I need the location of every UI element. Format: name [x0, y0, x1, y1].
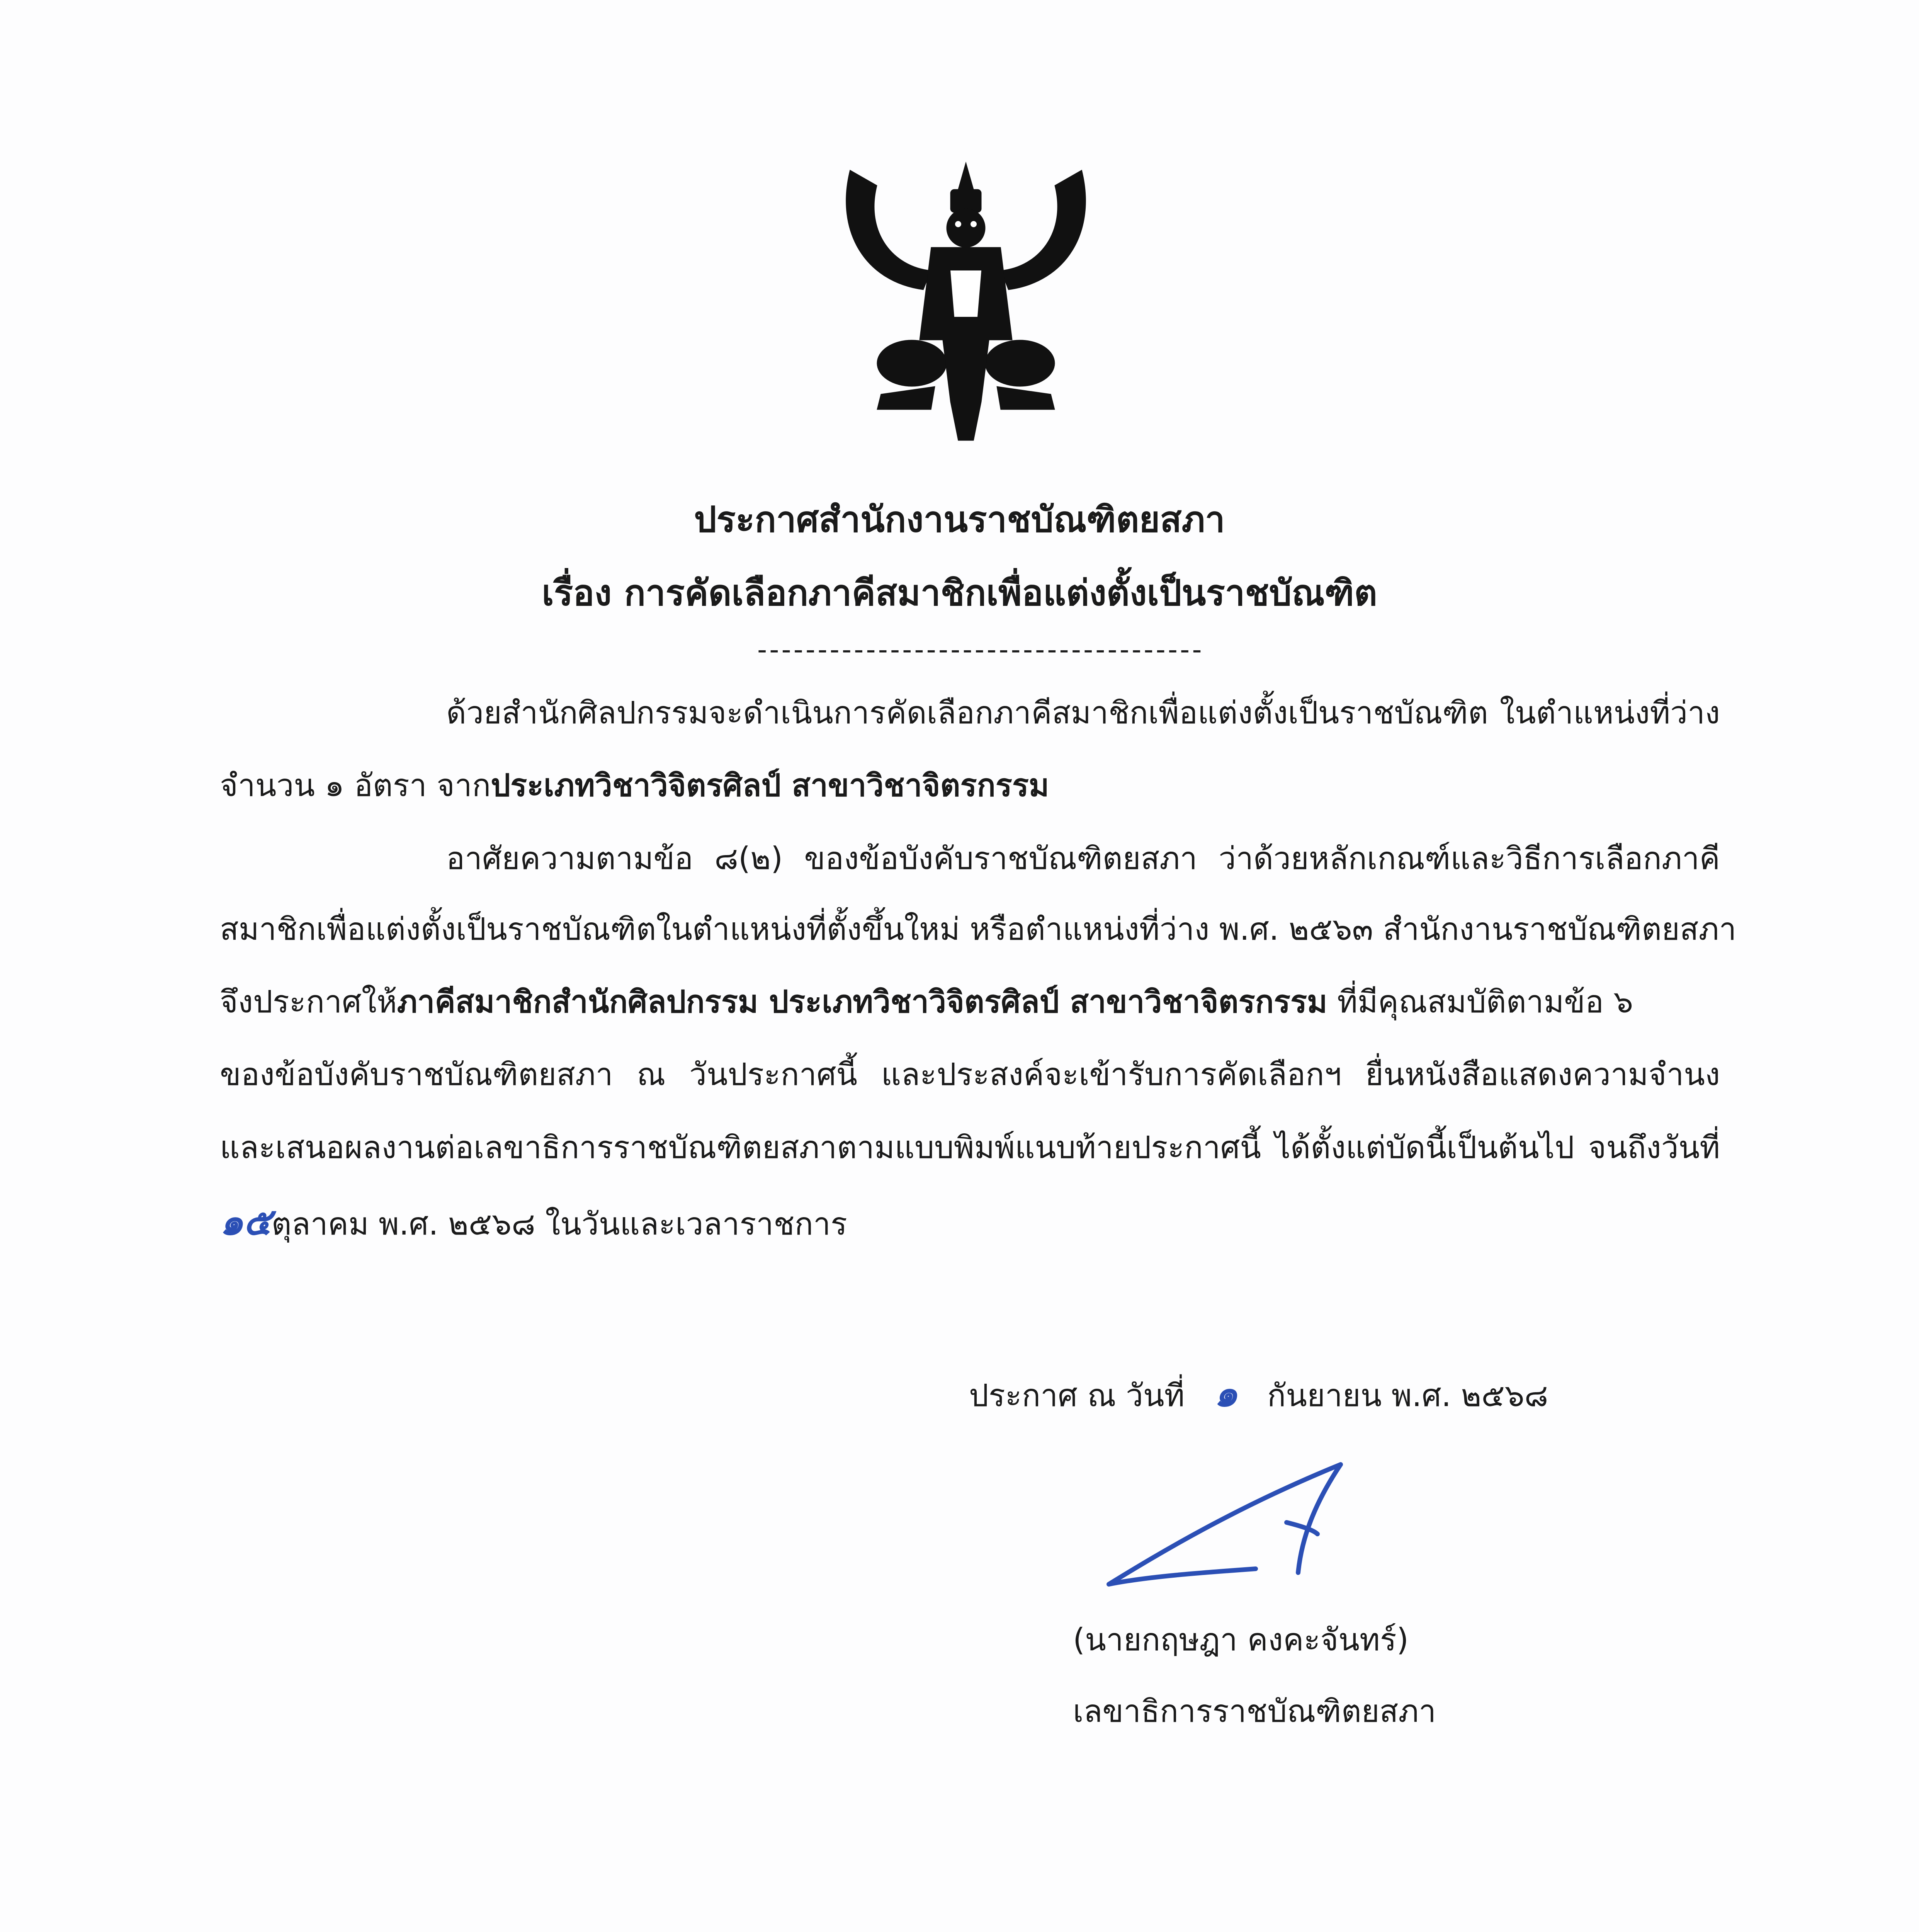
- text: ตุลาคม พ.ศ. ๒๕๖๘ ในวันและเวลาราชการ: [271, 1206, 847, 1242]
- text: จึงประกาศให้: [220, 984, 397, 1020]
- text: ที่มีคุณสมบัติตามข้อ ๖: [1327, 984, 1633, 1020]
- paragraph-2-line-1: อาศัยความตามข้อ ๘(๒) ของข้อบังคับราชบัณฑิตยสภา ว่าด้วยหลักเกณฑ์และวิธีการเลือกภาคี: [446, 840, 1720, 876]
- handwritten-day: ๑: [1214, 1372, 1238, 1415]
- signer-position: เลขาธิการราชบัณฑิตยสภา: [1073, 1693, 1436, 1729]
- announcement-date: [969, 1364, 1548, 1423]
- text: จำนวน ๑ อัตรา จาก: [220, 767, 491, 803]
- handwritten-day: ๑๕: [220, 1200, 272, 1243]
- document-title: ประกาศสำนักงานราชบัณฑิตยสภา: [694, 499, 1225, 540]
- signature: [1101, 1457, 1372, 1596]
- divider: -------------------------------------: [757, 634, 1204, 665]
- date-rest: กันยายน พ.ศ. ๒๕๖๘: [1267, 1378, 1548, 1413]
- paragraph-2-line-4: ของข้อบังคับราชบัณฑิตยสภา ณ วันประกาศนี้ และประสงค์จะเข้ารับการคัดเลือกฯ ยื่นหนังสือแสดงความจำนง: [220, 1056, 1720, 1092]
- paragraph-2-line-2: สมาชิกเพื่อแต่งตั้งเป็นราชบัณฑิตในตำแหน่งที่ตั้งขึ้นใหม่ หรือตำแหน่งที่ว่าง พ.ศ. ๒๕๖๓ สำนักงานราชบัณฑิตยสภา: [220, 911, 1737, 947]
- paragraph-2-line-3: [220, 979, 1720, 1025]
- paragraph-2-line-5: และเสนอผลงานต่อเลขาธิการราชบัณฑิตยสภาตามแบบพิมพ์แนบท้ายประกาศนี้ ได้ตั้งแต่บัดนี้เป็นต้นไป จนถึงวันที่: [220, 1129, 1720, 1165]
- paragraph-1-line-2: [220, 762, 1720, 809]
- paragraph-2-line-6: [220, 1199, 1720, 1245]
- date-prefix: ประกาศ ณ วันที่: [969, 1378, 1185, 1413]
- bold-text: ประเภทวิชาวิจิตรศิลป์ สาขาวิชาจิตรกรรม: [491, 767, 1049, 803]
- document-subject: เรื่อง การคัดเลือกภาคีสมาชิกเพื่อแต่งตั้งเป็นราชบัณฑิต: [542, 572, 1377, 614]
- bold-text: ภาคีสมาชิกสำนักศิลปกรรม ประเภทวิชาวิจิตรศิลป์ สาขาวิชาจิตรกรรม: [397, 984, 1327, 1020]
- signer-name: (นายกฤษฎา คงคะจันทร์): [1073, 1622, 1409, 1658]
- paragraph-1-line-1: ด้วยสำนักศิลปกรรมจะดำเนินการคัดเลือกภาคีสมาชิกเพื่อแต่งตั้งเป็นราชบัณฑิต ในตำแหน่งที่ว่าง: [446, 695, 1720, 731]
- garuda-emblem: [835, 155, 1097, 444]
